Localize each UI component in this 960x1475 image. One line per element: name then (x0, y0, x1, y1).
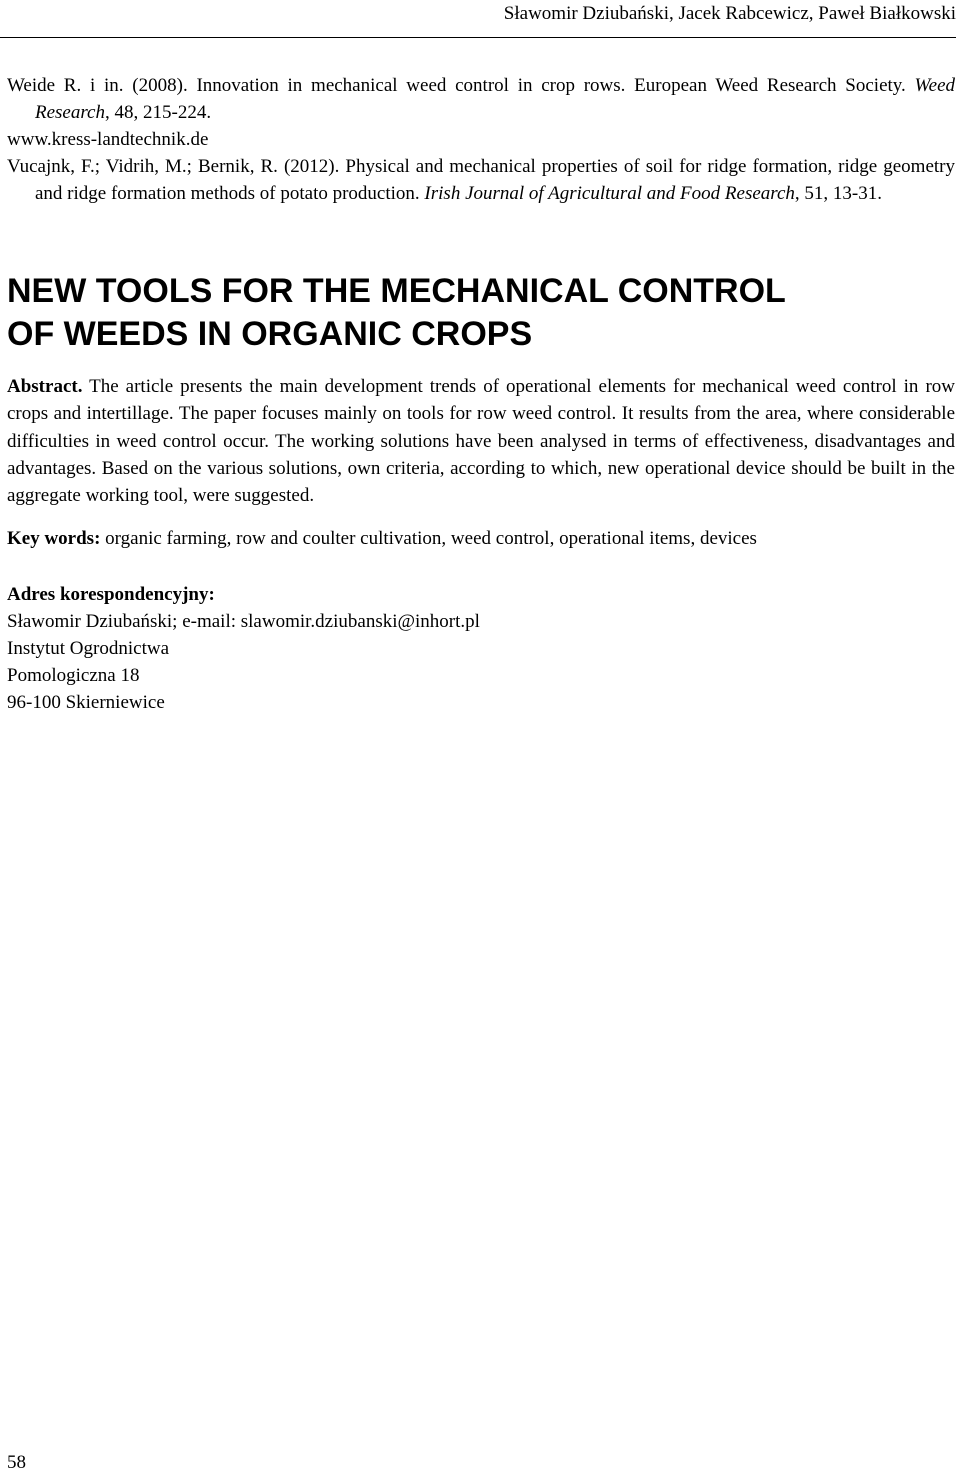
header-authors: Sławomir Dziubański, Jacek Rabcewicz, Paweł Białkowski (503, 3, 956, 24)
reference-journal: Irish Journal of Agricultural and Food Research (424, 183, 795, 204)
reference-item: Weide R. i in. (2008). Innovation in mechanical weed control in crop rows. European Weed Research Society. Weed Research, 48, 215-224. (7, 75, 955, 123)
keywords (7, 525, 955, 552)
reference-list (7, 72, 955, 207)
correspondence-line: Sławomir Dziubański; e-mail: slawomir.dziubanski@inhort.pl (7, 611, 480, 633)
keywords-label: Key words: (7, 528, 101, 550)
page-number: 58 (7, 1452, 26, 1473)
reference-journal: Weed Research (35, 75, 955, 123)
reference-url: www.kress-landtechnik.de (7, 129, 209, 150)
abstract-text: The article presents the main development trends of operational elements for mechanical weed control in row crops and intertillage. The paper focuses mainly on tools for row weed control. It results from the area, where considerable difficulties in weed control occur. The working solutions have been analysed in terms of effectiveness, disadvantages and advantages. Based on the various solutions, own criteria, according to which, new operational device should be built in the aggregate working tool, were suggested. (7, 376, 955, 507)
reference-item (7, 126, 955, 153)
running-header (0, 0, 956, 38)
reference-item: Vucajnk, F.; Vidrih, M.; Bernik, R. (2012). Physical and mechanical properties of soil for ridge formation, ridge geometry and ridge formation methods of potato production. Irish Journal of Agricultural and Food Research, 51, 13-31. (7, 156, 955, 204)
article-title: NEW TOOLS FOR THE MECHANICAL CONTROL OF WEEDS IN ORGANIC CROPS (7, 272, 786, 353)
correspondence-line: 96-100 Skierniewice (7, 692, 165, 714)
abstract (7, 373, 955, 509)
correspondence-line: Pomologiczna 18 (7, 665, 140, 687)
page-content (7, 72, 955, 716)
correspondence-block (7, 581, 955, 716)
keywords-text: organic farming, row and coulter cultivation, weed control, operational items, devices (100, 528, 757, 550)
abstract-label: Abstract. (7, 376, 83, 397)
correspondence-line: Instytut Ogrodnictwa (7, 638, 170, 660)
correspondence-heading: Adres korespondencyjny: (7, 584, 215, 606)
